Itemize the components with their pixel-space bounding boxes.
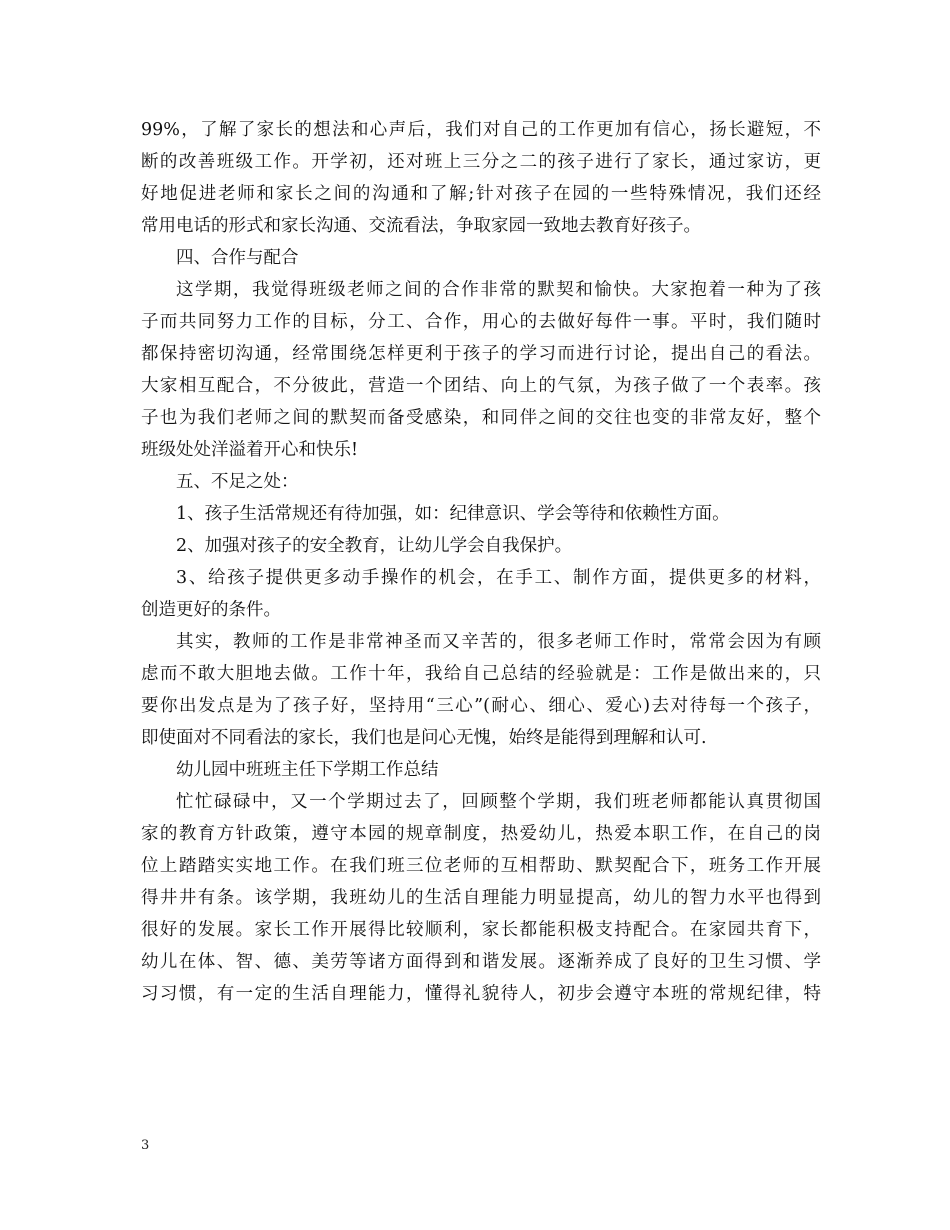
- text-line: 都保持密切沟通，经常围绕怎样更利于孩子的学习而进行讨论，提出自己的看法。: [141, 344, 821, 364]
- text-line: 很好的发展。家长工作开展得比较顺利，家长都能积极支持配合。在家园共育下，: [141, 920, 821, 940]
- text-line: 常用电话的形式和家长沟通、交流看法，争取家园一致地去教育好孩子。: [141, 216, 701, 236]
- text-line: 忙忙碌碌中，又一个学期过去了，回顾整个学期，我们班老师都能认真贯彻国: [176, 792, 821, 812]
- text-line: 断的改善班级工作。开学初，还对班上三分之二的孩子进行了家长，通过家访，更: [141, 152, 821, 172]
- text-line: 要你出发点是为了孩子好，坚持用“三心”(耐心、细心、爱心)去对待每一个孩子，: [141, 696, 821, 716]
- text-line: 五、不足之处：: [176, 472, 299, 492]
- text-line: 这学期，我觉得班级老师之间的合作非常的默契和愉快。大家抱着一种为了孩: [176, 280, 821, 300]
- text-line: 2、加强对孩子的安全教育，让幼儿学会自我保护。: [176, 536, 573, 556]
- text-line: 即使面对不同看法的家长，我们也是问心无愧，始终是能得到理解和认可.: [141, 728, 707, 748]
- text-line: 1、孩子生活常规还有待加强，如：纪律意识、学会等待和依赖性方面。: [176, 504, 730, 524]
- text-line: 子也为我们老师之间的默契而备受感染，和同伴之间的交往也变的非常友好，整个: [141, 408, 821, 428]
- text-line: 好地促进老师和家长之间的沟通和了解;针对孩子在园的一些特殊情况，我们还经: [141, 184, 821, 204]
- page-number: 3: [141, 1138, 150, 1153]
- text-line: 大家相互配合，不分彼此，营造一个团结、向上的气氛，为孩子做了一个表率。孩: [141, 376, 821, 396]
- text-line: 习习惯，有一定的生活自理能力，懂得礼貌待人，初步会遵守本班的常规纪律，特: [141, 984, 821, 1004]
- text-line: 其实，教师的工作是非常神圣而又辛苦的，很多老师工作时，常常会因为有顾: [176, 632, 821, 652]
- text-line: 得井井有条。该学期，我班幼儿的生活自理能力明显提高，幼儿的智力水平也得到: [141, 888, 821, 908]
- document-body: [141, 114, 821, 1010]
- text-line: 虑而不敢大胆地去做。工作十年，我给自己总结的经验就是：工作是做出来的，只: [141, 664, 821, 684]
- text-line: 幼儿在体、智、德、美劳等诸方面得到和谐发展。逐渐养成了良好的卫生习惯、学: [141, 952, 821, 972]
- text-line: 子而共同努力工作的目标，分工、合作，用心的去做好每件一事。平时，我们随时: [141, 312, 821, 332]
- text-line: 四、合作与配合: [176, 248, 299, 268]
- text-line: 创造更好的条件。: [141, 600, 281, 620]
- text-line: 幼儿园中班班主任下学期工作总结: [176, 760, 439, 780]
- text-line: 家的教育方针政策，遵守本园的规章制度，热爱幼儿，热爱本职工作，在自己的岗: [141, 824, 821, 844]
- text-line: 位上踏踏实实地工作。在我们班三位老师的互相帮助、默契配合下，班务工作开展: [141, 856, 821, 876]
- text-line: 99%，了解了家长的想法和心声后，我们对自己的工作更加有信心，扬长避短，不: [141, 120, 821, 140]
- text-line: 3、给孩子提供更多动手操作的机会，在手工、制作方面，提供更多的材料，: [176, 568, 821, 588]
- text-line: 班级处处洋溢着开心和快乐!: [141, 440, 359, 460]
